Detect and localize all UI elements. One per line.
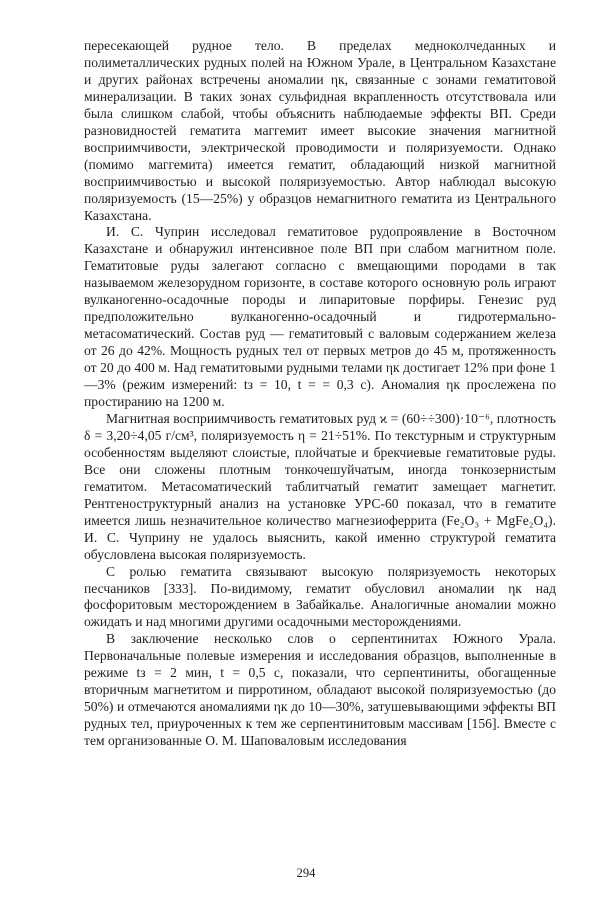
paragraph-4: С ролью гематита связывают высокую поляризуемость некоторых песчаников [333]. По-видимому, гематит обусловил аномалии ηк над фосфоритовым месторождением в Забайкалье. Аналогичные аномалии можно ожидать и над многими другими осадочными месторождениями. xyxy=(84,563,556,630)
paragraph-5: В заключение несколько слов о серпентинитах Южного Урала. Первоначальные полевые измерения и исследования образцов, выполненные в режиме tз = 2 мин, t = 0,5 с, показали, что серпентиниты, обогащенные вторичным магнетитом и пирротином, обладают высокой поляризуемостью (до 50%) и отмечаются аномалиями ηк до 10—30%, затушевывающими эффекты ВП рудных тел, приуроченных к тем же серпентинитовым массивам [156]. Вместе с тем организованные О. М. Шаповаловым исследования xyxy=(84,631,556,749)
paragraph-2: И. С. Чуприн исследовал гематитовое рудопроявление в Восточном Казахстане и обнаружил интенсивное поле ВП при слабом магнитном поле. Гематитовые руды залегают согласно с вмещающими породами в так называемом железорудном горизонте, в составе которого основную роль играют вулканогенно-осадочные породы и липаритовые порфиры. Генезис руд предположительно вулканогенно-осадочный и гидротермально-метасоматический. Состав руд — гематитовый с валовым содержанием железа от 26 до 42%. Мощность рудных тел от первых метров до 45 м, протяженность от 20 до 400 м. Над гематитовыми рудными телами ηк достигает 12% при фоне 1—3% (режим измерений: tз = 10, t = = 0,3 с). Аномалия ηк прослежена по простиранию на 1200 м. xyxy=(84,224,556,410)
paragraph-1: пересекающей рудное тело. В пределах медноколчеданных и полиметаллических рудных полей на Южном Урале, в Центральном Казахстане и других районах встречены аномалии ηк, связанные с зонами гематитовой минерализации. В таких зонах сульфидная вкрапленность отсутствовала или была слишком слабой, чтобы объяснить наблюдаемые эффекты ВП. Среди разновидностей гематита маггемит имеет высокие значения магнитной восприимчивости, электрической проводимости и поляризуемости. Однако (помимо маггемита) имеется гематит, обладающий низкой магнитной восприимчивостью и высокой поляризуемостью. Автор наблюдал высокую поляризуемость (15—25%) у образцов немагнитного гематита из Центрального Казахстана. xyxy=(84,38,556,223)
page-number: 294 xyxy=(296,866,316,880)
paragraph-3: Магнитная восприимчивость гематитовых руд ϰ = (60÷÷300)·10⁻⁶, плотность δ = 3,20÷4,05 г/см³, поляризуемость η = 21÷51%. По текстурным и структурным особенностям выделяют слоистые, плойчатые и брекчиевые гематитовые руды. Все они сложены плотным тонкочешуйчатым, иногда тонкозернистым гематитом. Метасоматический таблитчатый гематит замещает магнетит. Рентгеноструктурный анализ на установке УРС-60 показал, что в гематите имеется лишь незначительное количество магнезиоферрита (Fe₂O₃ + MgFe₂O₄). И. С. Чуприну не удалось выяснить, какой именно структурой гематита обусловлена высокая поляризуемость. xyxy=(84,410,556,562)
page-body xyxy=(84,38,556,750)
